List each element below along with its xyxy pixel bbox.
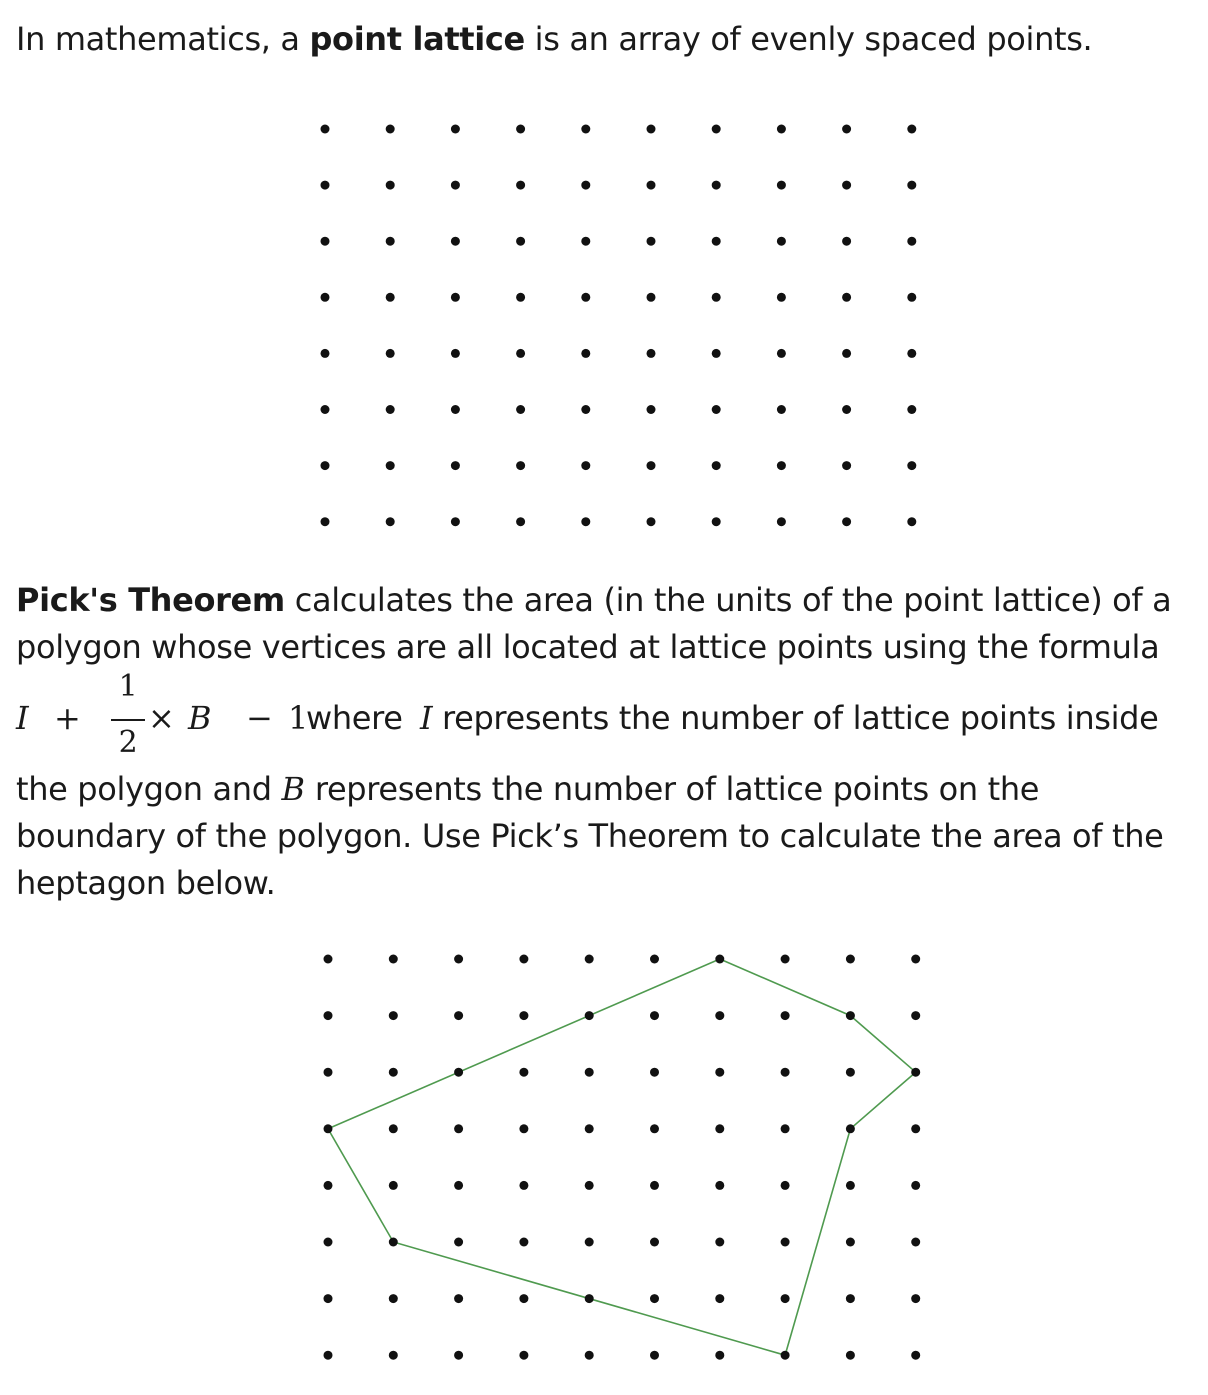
- lattice-point: [451, 349, 460, 358]
- lattice-point: [321, 125, 330, 134]
- term-picks-theorem: Pick's Theorem: [16, 581, 285, 619]
- lattice-point: [777, 181, 786, 190]
- lattice-point: [389, 955, 398, 964]
- lattice-point: [712, 349, 721, 358]
- lattice-point: [842, 349, 851, 358]
- lattice-point: [451, 181, 460, 190]
- lattice-point: [647, 349, 656, 358]
- lattice-point: [650, 1181, 659, 1190]
- lattice-point: [842, 461, 851, 470]
- lattice-point: [715, 1068, 724, 1077]
- lattice-point: [451, 293, 460, 302]
- lattice-point: [712, 293, 721, 302]
- lattice-point: [647, 237, 656, 246]
- lattice-point: [647, 293, 656, 302]
- lattice-point: [911, 1238, 920, 1247]
- lattice-point: [650, 955, 659, 964]
- lattice-point: [451, 517, 460, 526]
- formula-plus: +: [54, 699, 81, 737]
- formula-one: 1: [288, 699, 309, 737]
- lattice-point: [846, 1068, 855, 1077]
- lattice-point: [647, 461, 656, 470]
- lattice-point: [516, 349, 525, 358]
- lattice-point: [781, 1124, 790, 1133]
- lattice-point: [907, 517, 916, 526]
- lattice-point: [389, 1294, 398, 1303]
- lattice-point: [650, 1124, 659, 1133]
- lattice-point: [386, 517, 395, 526]
- lattice-point: [451, 405, 460, 414]
- lattice-point: [647, 125, 656, 134]
- lattice-point: [516, 237, 525, 246]
- lattice-point: [907, 181, 916, 190]
- lattice-point: [911, 1011, 920, 1020]
- lattice-point: [454, 1011, 463, 1020]
- lattice-point: [781, 1068, 790, 1077]
- line6-text: heptagon below.: [16, 864, 276, 902]
- lattice-point: [516, 293, 525, 302]
- lattice-point: [454, 1351, 463, 1360]
- variable-B: B: [281, 770, 306, 808]
- lattice-point: [516, 517, 525, 526]
- lattice-point: [519, 1294, 528, 1303]
- lattice-point: [519, 1238, 528, 1247]
- lattice-point: [585, 1124, 594, 1133]
- lattice-point: [519, 955, 528, 964]
- lattice-point: [324, 1011, 333, 1020]
- lattice-point: [454, 1124, 463, 1133]
- lattice-point: [911, 1294, 920, 1303]
- lattice-point: [650, 1068, 659, 1077]
- lattice-point: [842, 293, 851, 302]
- lattice-point: [846, 1294, 855, 1303]
- lattice-point: [715, 1011, 724, 1020]
- lattice-point: [581, 181, 590, 190]
- heptagon-outline: [328, 959, 916, 1355]
- formula-denominator: 2: [118, 725, 138, 760]
- lattice-point: [842, 517, 851, 526]
- lattice-point: [907, 461, 916, 470]
- lattice-point: [650, 1011, 659, 1020]
- lattice-point: [715, 1238, 724, 1247]
- lattice-point: [454, 1238, 463, 1247]
- lattice-point: [324, 1238, 333, 1247]
- lattice-point: [712, 181, 721, 190]
- formula-numerator: 1: [118, 669, 138, 704]
- lattice-point: [911, 1124, 920, 1133]
- lattice-point: [715, 1294, 724, 1303]
- lattice-point: [324, 1181, 333, 1190]
- lattice-point: [715, 955, 724, 964]
- heptagon-lattice-figure: [300, 940, 940, 1380]
- lattice-point: [647, 405, 656, 414]
- lattice-point: [321, 181, 330, 190]
- lattice-point: [516, 461, 525, 470]
- lattice-point: [585, 1181, 594, 1190]
- formula-I: I: [16, 699, 29, 737]
- lattice-point: [519, 1181, 528, 1190]
- lattice-point: [386, 405, 395, 414]
- lattice-point: [777, 293, 786, 302]
- lattice-point: [321, 293, 330, 302]
- lattice-point: [911, 1068, 920, 1077]
- formula-B: B: [188, 699, 212, 737]
- lattice-point: [911, 1351, 920, 1360]
- lattice-point: [777, 125, 786, 134]
- variable-I: I: [420, 699, 433, 737]
- lattice-point: [777, 237, 786, 246]
- formula-minus: −: [246, 699, 273, 737]
- lattice-point: [712, 461, 721, 470]
- lattice-point: [712, 125, 721, 134]
- formula-where-text: where: [306, 699, 403, 737]
- lattice-point: [911, 1181, 920, 1190]
- lattice-point: [451, 237, 460, 246]
- lattice-point: [781, 955, 790, 964]
- lattice-point: [842, 125, 851, 134]
- lattice-point: [781, 1351, 790, 1360]
- lattice-point: [715, 1181, 724, 1190]
- lattice-point: [321, 461, 330, 470]
- fraction-bar: [111, 719, 145, 721]
- lattice-point: [911, 955, 920, 964]
- lattice-point: [647, 517, 656, 526]
- lattice-point: [324, 955, 333, 964]
- lattice-point: [846, 1238, 855, 1247]
- lattice-point: [454, 955, 463, 964]
- lattice-point: [581, 405, 590, 414]
- lattice-point: [715, 1124, 724, 1133]
- lattice-point: [519, 1011, 528, 1020]
- lattice-point: [581, 517, 590, 526]
- pick-paragraph-continued: [16, 766, 1163, 907]
- pick-paragraph: [16, 577, 1171, 671]
- lattice-point: [324, 1351, 333, 1360]
- lattice-point: [585, 1351, 594, 1360]
- lattice-point: [846, 1351, 855, 1360]
- lattice-point: [451, 461, 460, 470]
- lattice-point: [581, 125, 590, 134]
- lattice-point: [389, 1238, 398, 1247]
- lattice-point: [581, 237, 590, 246]
- lattice-point: [389, 1068, 398, 1077]
- lattice-point: [650, 1238, 659, 1247]
- lattice-point: [324, 1124, 333, 1133]
- lattice-point: [712, 517, 721, 526]
- lattice-point: [585, 1294, 594, 1303]
- lattice-point: [386, 125, 395, 134]
- lattice-point: [324, 1294, 333, 1303]
- lattice-point: [647, 181, 656, 190]
- lattice-point: [389, 1181, 398, 1190]
- intro-paragraph: [16, 16, 1092, 63]
- line4-before: the polygon and: [16, 770, 282, 808]
- lattice-point: [321, 237, 330, 246]
- lattice-point: [451, 125, 460, 134]
- lattice-point: [842, 405, 851, 414]
- lattice-point: [516, 181, 525, 190]
- lattice-point: [324, 1068, 333, 1077]
- lattice-point: [516, 125, 525, 134]
- lattice-point: [907, 349, 916, 358]
- lattice-point: [846, 1181, 855, 1190]
- lattice-point: [585, 1011, 594, 1020]
- lattice-point: [907, 405, 916, 414]
- lattice-point: [842, 237, 851, 246]
- lattice-point: [585, 1068, 594, 1077]
- lattice-point: [321, 517, 330, 526]
- lattice-point: [454, 1068, 463, 1077]
- lattice-point: [581, 461, 590, 470]
- pick-line1-text: calculates the area (in the units of the point lattice) of a: [284, 581, 1172, 619]
- lattice-point: [581, 349, 590, 358]
- lattice-point: [907, 293, 916, 302]
- lattice-point: [846, 1124, 855, 1133]
- inside-text: represents the number of lattice points inside: [442, 699, 1159, 737]
- lattice-point: [650, 1351, 659, 1360]
- lattice-point: [715, 1351, 724, 1360]
- lattice-point: [454, 1294, 463, 1303]
- lattice-point: [454, 1181, 463, 1190]
- lattice-point: [842, 181, 851, 190]
- line5-text: boundary of the polygon. Use Pick’s Theorem to calculate the area of the: [16, 817, 1164, 855]
- term-point-lattice: point lattice: [309, 20, 525, 58]
- lattice-point: [777, 405, 786, 414]
- lattice-point: [777, 517, 786, 526]
- lattice-point: [389, 1351, 398, 1360]
- lattice-point: [389, 1124, 398, 1133]
- lattice-point: [781, 1011, 790, 1020]
- lattice-point: [386, 461, 395, 470]
- lattice-point: [712, 405, 721, 414]
- lattice-point: [777, 461, 786, 470]
- lattice-point: [712, 237, 721, 246]
- lattice-point: [781, 1294, 790, 1303]
- lattice-point: [581, 293, 590, 302]
- intro-text-before: In mathematics, a: [16, 20, 310, 58]
- lattice-point: [321, 405, 330, 414]
- lattice-point: [386, 293, 395, 302]
- lattice-point: [516, 405, 525, 414]
- lattice-point: [585, 1238, 594, 1247]
- lattice-point: [777, 349, 786, 358]
- formula-times: ×: [148, 699, 175, 737]
- lattice-point: [519, 1351, 528, 1360]
- lattice-point: [386, 181, 395, 190]
- lattice-point: [650, 1294, 659, 1303]
- lattice-point: [846, 1011, 855, 1020]
- line4-after: represents the number of lattice points on the: [305, 770, 1040, 808]
- lattice-point: [386, 237, 395, 246]
- lattice-point: [519, 1068, 528, 1077]
- lattice-point: [519, 1124, 528, 1133]
- lattice-point: [386, 349, 395, 358]
- pick-line2-text: polygon whose vertices are all located at lattice points using the formula: [16, 628, 1160, 666]
- lattice-point: [781, 1181, 790, 1190]
- lattice-point: [585, 955, 594, 964]
- lattice-point: [907, 125, 916, 134]
- lattice-point: [907, 237, 916, 246]
- lattice-point: [389, 1011, 398, 1020]
- lattice-point: [846, 955, 855, 964]
- lattice-point: [321, 349, 330, 358]
- lattice-point: [781, 1238, 790, 1247]
- point-lattice-figure: [300, 108, 940, 548]
- intro-text-after: is an array of evenly spaced points.: [524, 20, 1093, 58]
